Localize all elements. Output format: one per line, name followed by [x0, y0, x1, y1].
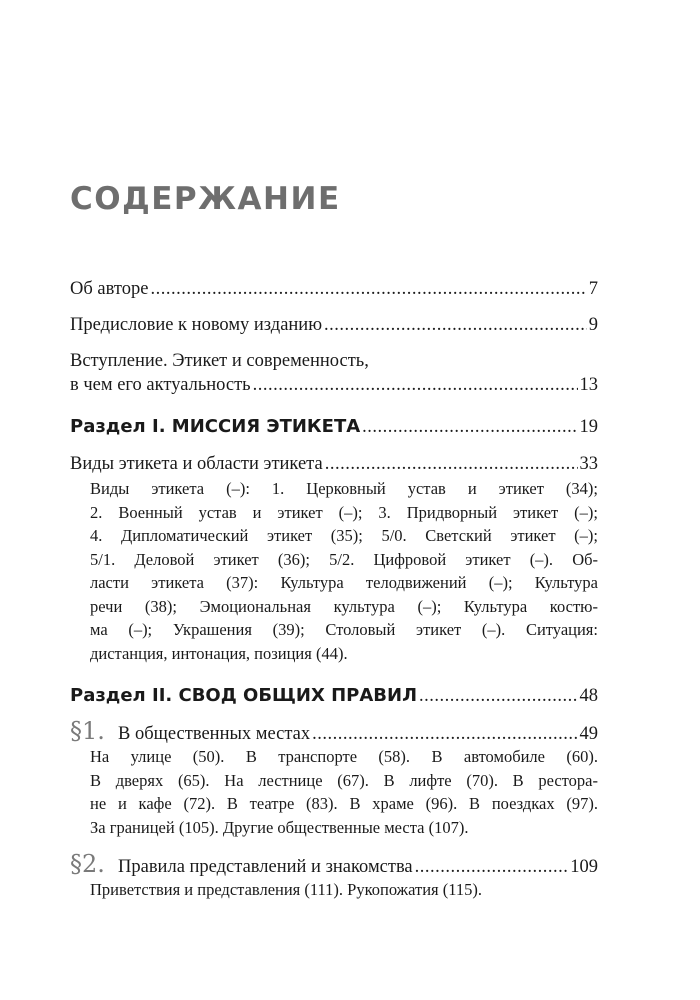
description-line: На улице (50). В транспорте (58). В автомобиле (60).	[90, 747, 598, 766]
toc-entry-title: Предисловие к новому изданию	[70, 315, 323, 335]
toc-section-1[interactable]	[70, 414, 598, 440]
toc-entry-about-author[interactable]	[70, 277, 598, 301]
toc-page-number: 109	[570, 857, 598, 877]
description-line: За границей (105). Другие общественные места (107).	[90, 817, 469, 837]
description-line: Виды этикета (–): 1. Церковный устав и этикет (34);	[90, 479, 598, 498]
description-line: 4. Дипломатический этикет (35); 5/0. Светский этикет (–);	[90, 526, 598, 545]
toc-entry-intro[interactable]	[70, 349, 598, 397]
dot-leader	[312, 724, 577, 745]
toc-entry-etiquette-types[interactable]	[70, 452, 598, 476]
toc-page-number: 7	[588, 279, 598, 299]
description-line: 2. Военный устав и этикет (–); 3. Придворный этикет (–);	[90, 502, 598, 522]
dot-leader	[325, 452, 578, 476]
description-line: В дверях (65). На лестнице (67). В лифте (70). В рестора-	[90, 770, 598, 790]
description-line: дистанция, интонация, позиция (44).	[90, 643, 348, 663]
paragraph-mark: §1.	[70, 717, 105, 745]
toc-entry-title: Виды этикета и области этикета	[70, 454, 323, 474]
description-line: не и кафе (72). В театре (83). В храме (96). В поездках (97).	[90, 794, 598, 813]
page-title: СОДЕРЖАНИЕ	[70, 181, 341, 217]
section-title: Раздел II. СВОД ОБЩИХ ПРАВИЛ	[70, 685, 418, 706]
description-line: Приветствия и представления (111). Рукопожатия (115).	[90, 880, 482, 899]
toc-entry-description	[70, 878, 598, 902]
description-line: ласти этикета (37): Культура телодвижений (–); Культура	[90, 573, 598, 592]
toc-page-number: 9	[588, 315, 598, 335]
dot-leader	[362, 414, 577, 440]
dot-leader	[150, 277, 586, 301]
toc-page-number: 33	[579, 454, 598, 474]
toc-entry-title: Правила представлений и знакомства	[118, 857, 413, 877]
toc-entry-title: Об авторе	[70, 279, 149, 299]
toc-page-number: 19	[579, 417, 598, 437]
toc-section-2[interactable]	[70, 683, 598, 709]
toc-entry-title-line: Вступление. Этикет и современность,	[70, 351, 369, 371]
paragraph-mark: §2.	[70, 850, 105, 878]
toc-entry-description	[70, 477, 598, 665]
toc-page-number: 13	[579, 375, 598, 395]
toc-paragraph-1[interactable]	[70, 718, 598, 839]
dot-leader	[324, 313, 587, 337]
section-title: Раздел I. МИССИЯ ЭТИКЕТА	[70, 416, 361, 437]
toc-entry-description	[70, 745, 598, 839]
table-of-contents	[70, 270, 598, 902]
dot-leader	[253, 373, 578, 397]
description-line: 5/1. Деловой этикет (36); 5/2. Цифровой этикет (–). Об-	[90, 549, 598, 569]
toc-page-number: 49	[579, 724, 598, 744]
description-line: речи (38); Эмоциональная культура (–); Культура костю-	[90, 596, 598, 616]
toc-page-number: 48	[579, 686, 598, 706]
toc-entry-preface[interactable]	[70, 313, 598, 337]
description-line: ма (–); Украшения (39); Столовый этикет (–). Ситуация:	[90, 620, 598, 639]
dot-leader	[419, 683, 577, 709]
dot-leader	[415, 857, 569, 878]
toc-entry-title: В общественных местах	[118, 724, 311, 744]
toc-paragraph-2[interactable]	[70, 851, 598, 902]
toc-entry-title-line: в чем его актуальность	[70, 375, 251, 395]
